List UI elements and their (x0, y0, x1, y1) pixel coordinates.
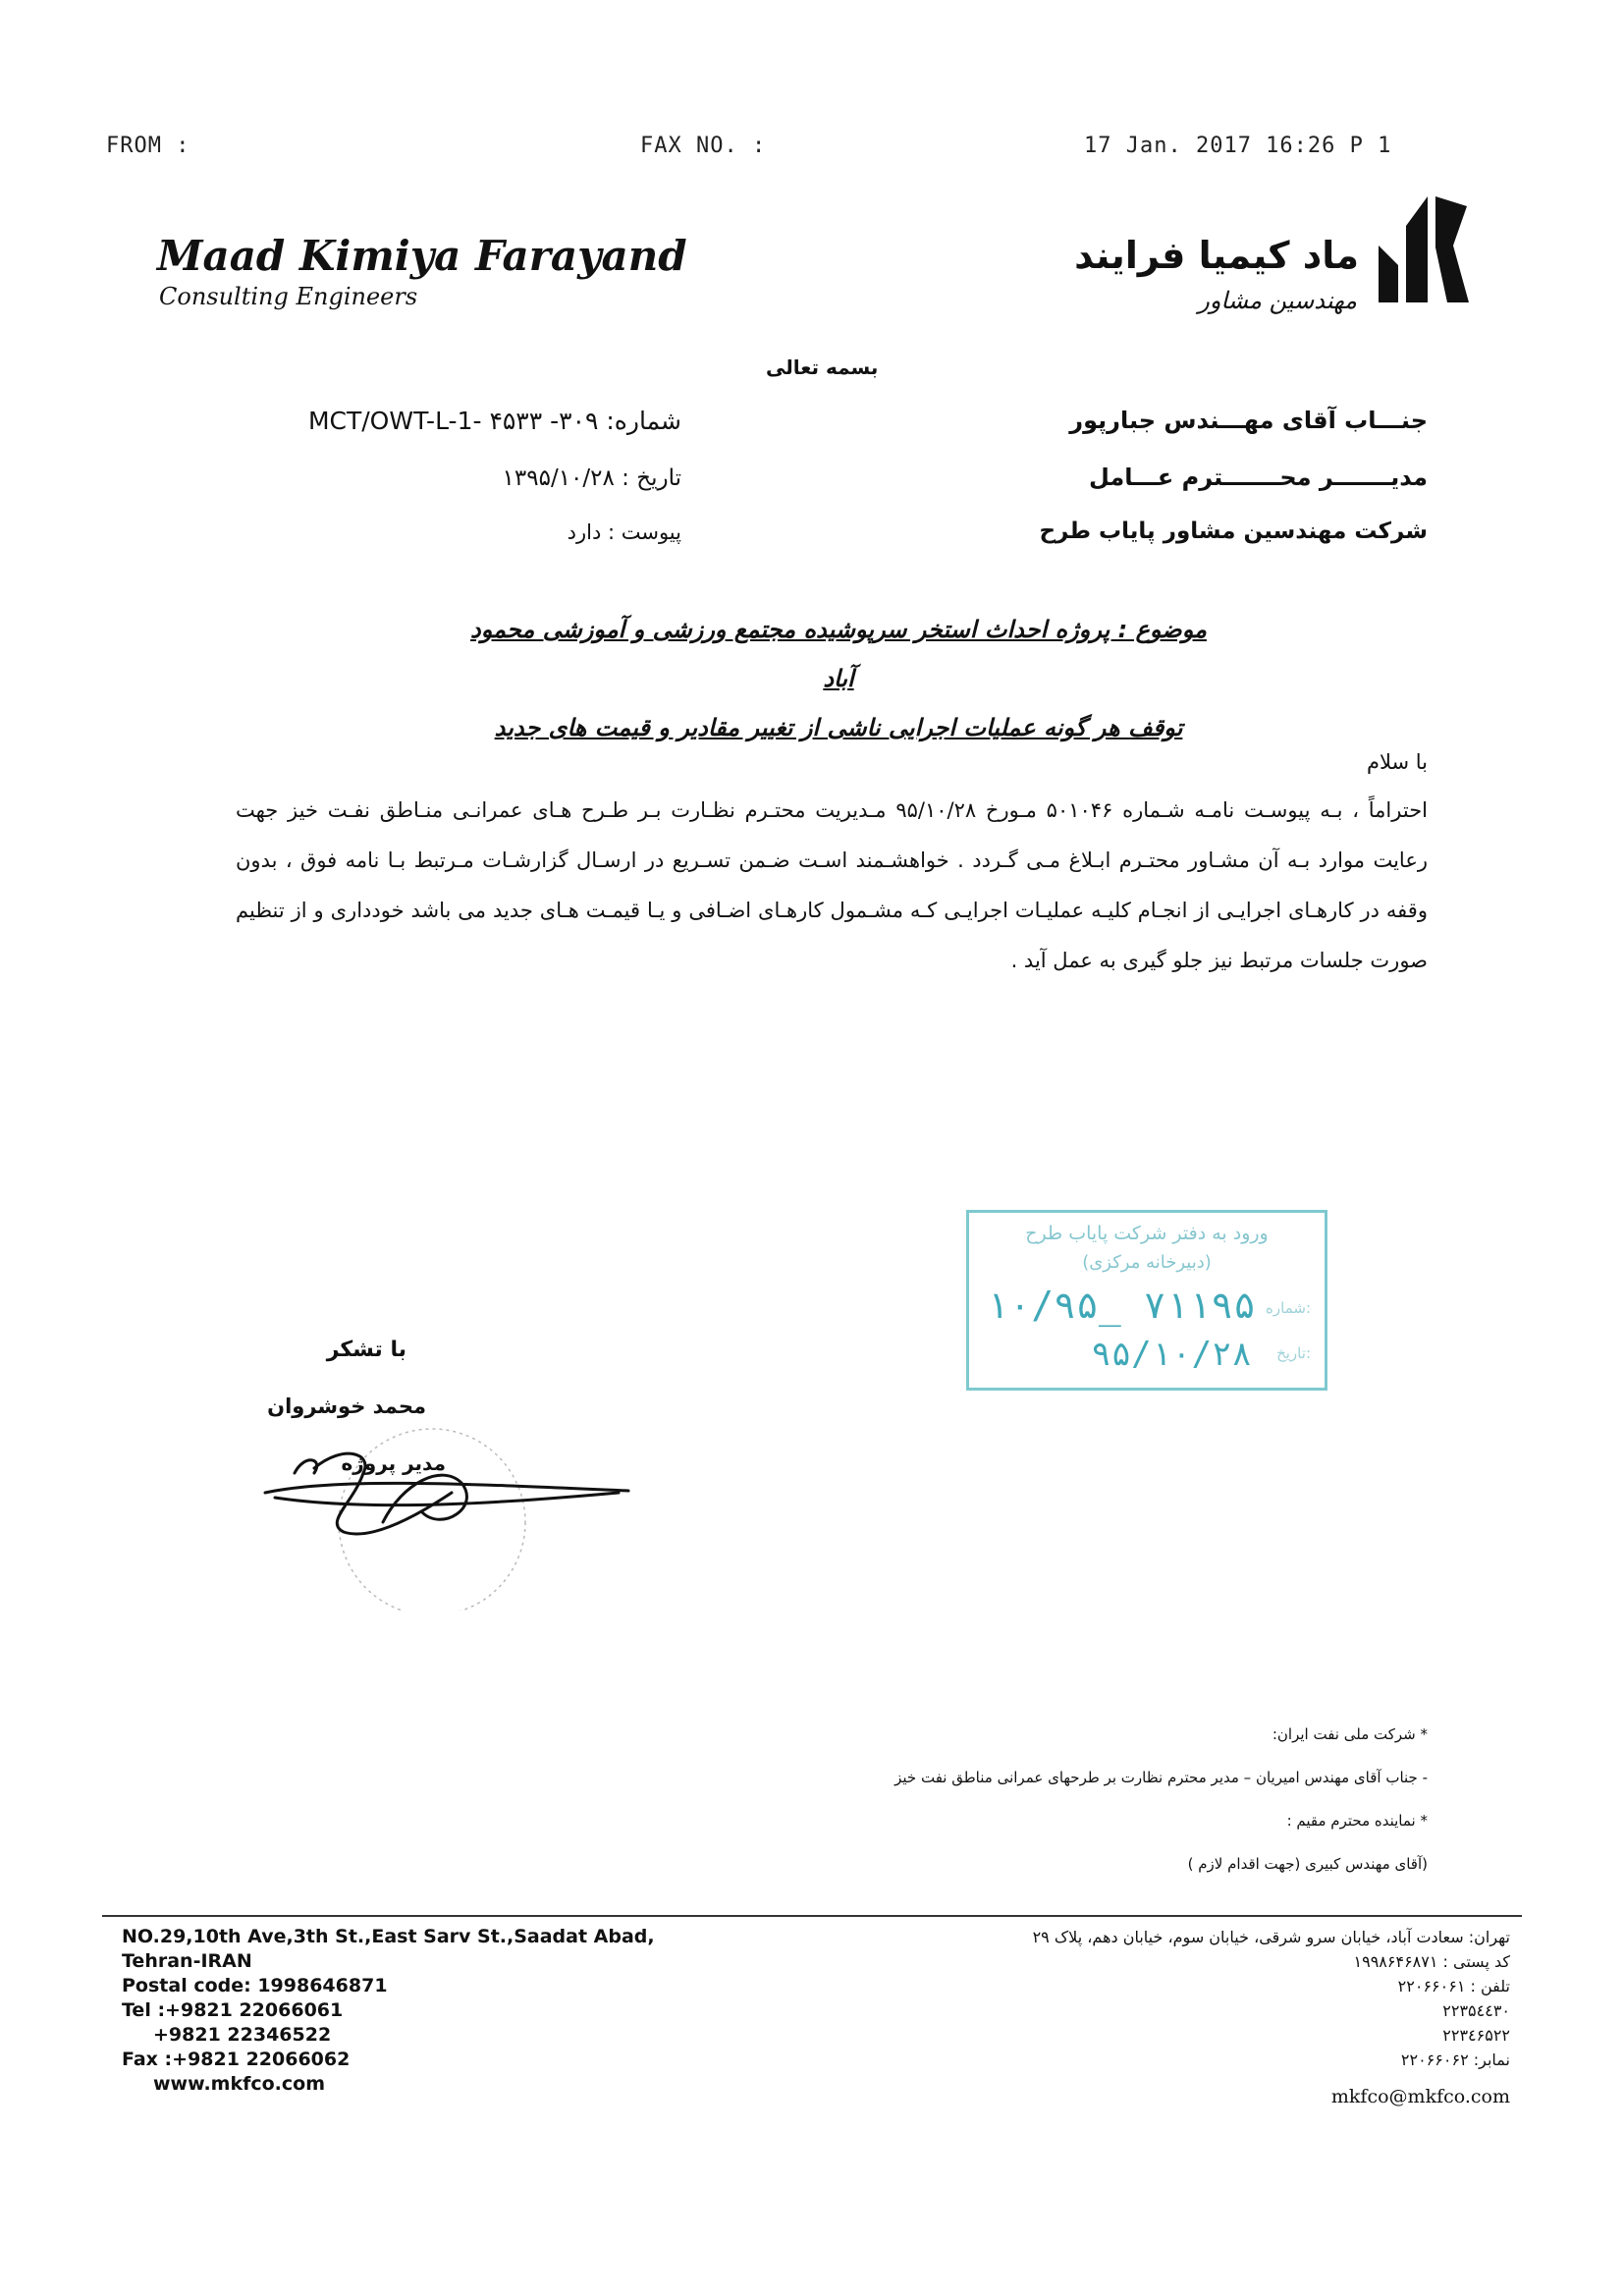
footer-tel-fa-2: ۲۲۳۵٤٤٣٠ (1442, 2001, 1510, 2020)
footer-divider (102, 1915, 1522, 1917)
letter-body: احتراماً ، بـه پیوسـت نامـه شـماره ۵۰۱۰۴۶ مـورخ ۹۵/۱۰/۲۸ مـدیریت محتـرم نظـارت بـر طـرح هـای عمرانـی منـاطق نفـت خیز جهت رعایت موارد بـه آن مشـاور محتـرم ابـلاغ مـی گـردد . خواهشـمند اسـت ضـمن تسـریع در ارسـال گزارشـات مـرتبط بـا نامه فوق ، بدون وقفه در کارهـای اجرایـی از انجـام کلیـه عملیـات اجرایـی کـه مشـمول کارهـای اضـافی و یـا قیمـت هـای جدید می باشد خودداری و از تنظیم صورت جلسات مرتبط نیز جلو گیری به عمل آید . (236, 798, 1429, 972)
closing-remark: با تشکر (326, 1338, 406, 1362)
footer-email: mkfco@mkfco.com (1330, 2086, 1510, 2107)
stamp-department-line: (دبیرخانه مرکزی) (1082, 1252, 1212, 1273)
cc-list (894, 1713, 1428, 1886)
footer-address-line-1: NO.29,10th Ave,3th St.,East Sarv St.,Saadat Abad, (122, 1926, 655, 1947)
company-subtitle-en: Consulting Engineers (159, 283, 418, 310)
cc-item: - جناب آقای مهندس امیریان – مدیر محترم نظارت بر طرحهای عمرانی مناطق نفت خیز (894, 1769, 1428, 1786)
invocation-heading: بسمه تعالی (766, 355, 879, 379)
footer-website: www.mkfco.com (153, 2073, 326, 2095)
received-stamp (966, 1210, 1327, 1391)
footer-tel-fa-1: تلفن : ۲۲۰۶۶۰۶۱ (1397, 1977, 1510, 1995)
stamp-number-value: ۱۰/۹۵_ ۷۱۱۹۵ (986, 1284, 1256, 1327)
subject-line-1: موضوع : پروژه احداث استخر سرپوشیده مجتمع ورزشی و آموزشی محمود آباد (470, 616, 1207, 692)
fax-datetime: 17 Jan. 2017 16:26 P 1 (1084, 134, 1392, 158)
letter-reference-number: شماره: ۳۰۹- MCT/OWT-L-1- ۴۵۳۳ (307, 407, 681, 435)
recipient-company: شرکت مهندسین مشاور پایاب طرح (1039, 519, 1428, 544)
company-name-fa: ماد کیمیا فرایند (1074, 234, 1359, 277)
company-name-en: Maad Kimiya Farayand (157, 232, 687, 280)
signer-name: محمد خوشروان (267, 1394, 426, 1418)
signer-role: مدیر پروژه (341, 1451, 446, 1475)
fax-number-label: FAX NO. : (640, 134, 767, 158)
cc-item: * شرکت ملی نفت ایران: (1272, 1725, 1428, 1743)
fax-from-label: FROM : (106, 134, 190, 158)
cc-item: (آقای مهندس کبیری (جهت اقدام لازم ) (1187, 1855, 1428, 1873)
recipient-name: جنـــاب آقای مهـــندس جبارپور (1069, 407, 1428, 434)
footer-tel-fa-3: ۲۲۳٤۶۵۲۲ (1442, 2026, 1510, 2045)
footer-fax-fa: نمابر: ۲۲۰۶۶۰۶۲ (1400, 2050, 1510, 2069)
letter-subject (465, 605, 1212, 752)
footer-postal-fa: کد پستی : ۱۹۹۸۶۴۶۸۷۱ (1353, 1952, 1510, 1971)
footer-postal-code: Postal code: 1998646871 (122, 1975, 388, 1996)
footer-tel-1: Tel :+9821 22066061 (122, 1999, 344, 2021)
footer-contact-en (122, 1925, 655, 2097)
footer-address-line-2: Tehran-IRAN (122, 1950, 252, 1972)
footer-fax: Fax :+9821 22066062 (122, 2049, 351, 2070)
letter-date: تاریخ : ۱۳۹۵/۱۰/۲۸ (502, 465, 681, 491)
subject-line-2: توقف هر گونه عملیات اجرایی ناشی از تغییر مقادیر و قیمت های جدید (494, 714, 1183, 741)
footer-tel-2: +9821 22346522 (153, 2024, 332, 2046)
stamp-date-value: ۹۵/۱۰/۲۸ (1091, 1335, 1252, 1374)
company-logo-icon (1359, 187, 1477, 314)
letter-attachment: پیوست : دارد (567, 520, 681, 544)
cc-item: * نماینده محترم مقیم : (1286, 1812, 1428, 1830)
stamp-office-line: ورود به دفتر شرکت پایاب طرح (1025, 1223, 1269, 1244)
letter-greeting: با سلام (1366, 750, 1428, 774)
footer-address-fa: تهران: سعادت آباد، خیابان سرو شرقی، خیابان سوم، خیابان دهم، پلاک ۲۹ (1032, 1928, 1510, 1946)
stamp-date-label: تاریخ: (1276, 1344, 1311, 1362)
company-subtitle-fa: مهندسین مشاور (1198, 287, 1357, 314)
recipient-title: مدیـــــــر محـــــــترم عـــامل (1089, 464, 1428, 491)
stamp-number-label: شماره: (1266, 1299, 1311, 1317)
footer-contact-fa (1033, 1925, 1510, 2072)
